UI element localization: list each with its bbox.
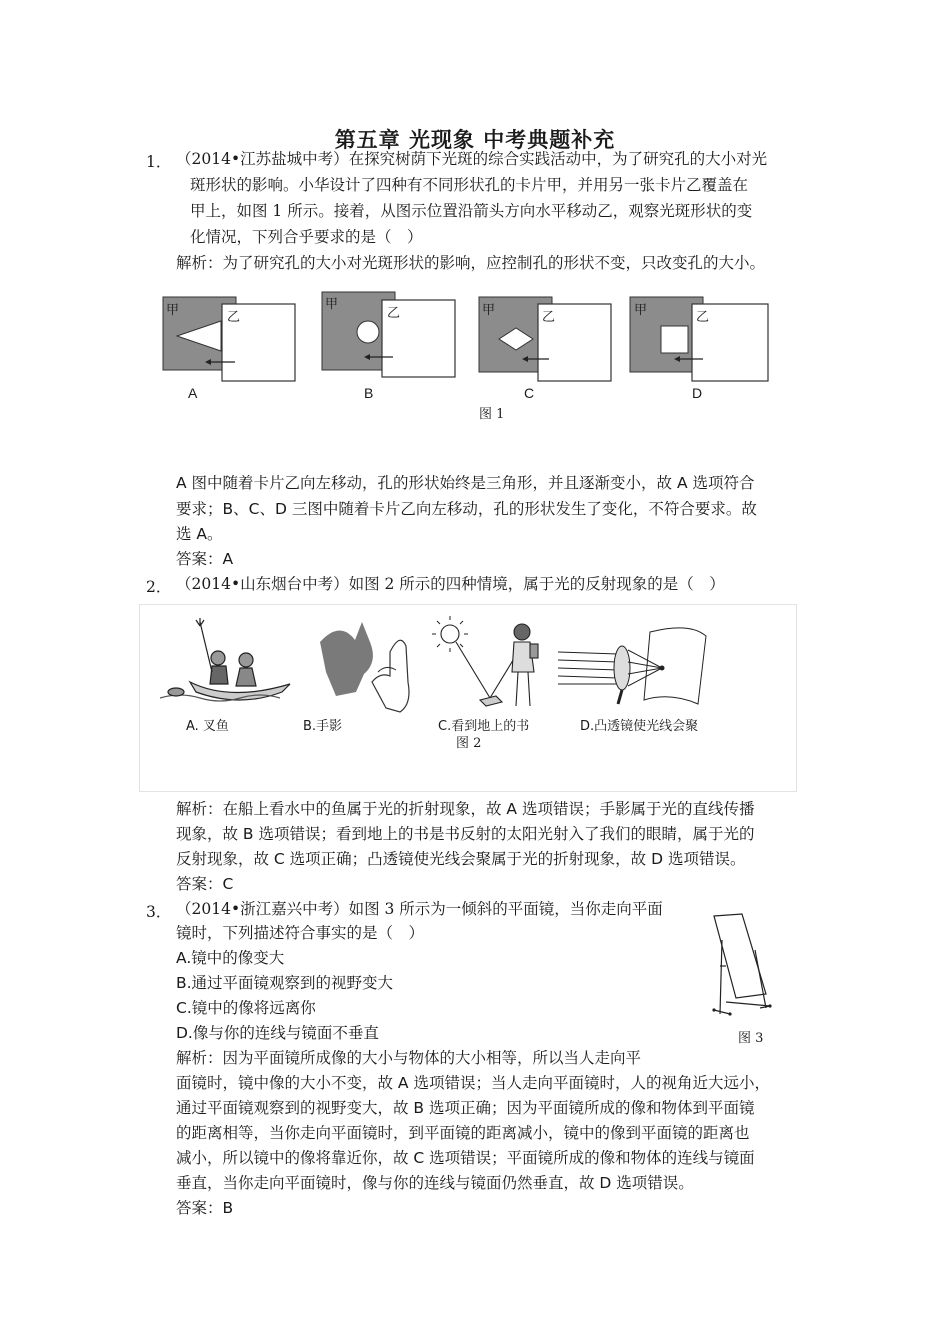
q3-analysis-4: 的距离相等，当你走向平面镜时，到平面镜的距离减小，镜中的像到平面镜的距离也 — [176, 1124, 750, 1142]
q1-explain-1: A 图中随着卡片乙向左移动，孔的形状始终是三角形，并且逐渐变小，故 A 选项符合 — [176, 474, 755, 492]
scene-sun-book-girl — [432, 616, 538, 706]
figure-3-mirror — [700, 910, 780, 1022]
q2-analysis-3: 反射现象，故 C 选项正确；凸透镜使光线会聚属于光的折射现象，故 D 选项错误。 — [176, 850, 746, 868]
q2-analysis-2: 现象，故 B 选项错误；看到地上的书是书反射的太阳光射入了我们的眼睛，属于光的 — [176, 825, 755, 843]
q1-line-3: 甲上，如图 1 所示。接着，从图示位置沿箭头方向水平移动乙，观察光斑形状的变 — [190, 202, 753, 220]
card-c-yi-label: 乙 — [542, 310, 556, 325]
q1-line-1: （2014•江苏盐城中考）在探究树荫下光斑的综合实践活动中，为了研究孔的大小对光 — [176, 150, 768, 168]
card-d-jia-label: 甲 — [634, 303, 648, 318]
q3-line-2: 镜时，下列描述符合事实的是（ ） — [176, 924, 425, 942]
q3-answer: 答案：B — [176, 1199, 234, 1217]
card-d-yi-label: 乙 — [696, 310, 710, 325]
card-b-jia-label: 甲 — [325, 297, 339, 312]
q2-answer: 答案：C — [176, 875, 234, 893]
card-b-yi-label: 乙 — [387, 306, 401, 321]
q1-number: 1． — [146, 153, 172, 171]
fig2-option-d: D.凸透镜使光线会聚 — [580, 719, 699, 734]
fig2-option-b: B.手影 — [303, 719, 343, 734]
q3-analysis-2: 面镜时，镜中像的大小不变，故 A 选项错误；当人走向平面镜时，人的视角近大远小， — [176, 1074, 770, 1092]
fig1-caption: 图 1 — [479, 407, 505, 422]
q1-explain-2: 要求；B、C、D 三图中随着卡片乙向左移动，孔的形状发生了变化，不符合要求。故 — [176, 500, 757, 518]
q2-number: 2． — [146, 578, 172, 596]
page-title: 第五章 光现象 中考典题补充 — [334, 128, 616, 152]
card-a-jia-label: 甲 — [166, 303, 180, 318]
q1-line-4: 化情况，下列合乎要求的是（ ） — [190, 228, 423, 246]
figure-1-cards — [155, 288, 795, 388]
q3-analysis-3: 通过平面镜观察到的视野变大，故 B 选项正确；因为平面镜所成的像和物体到平面镜 — [176, 1099, 755, 1117]
q1-explain-3: 选 A。 — [176, 525, 223, 543]
q3-option-d: D.像与你的连线与镜面不垂直 — [176, 1024, 379, 1042]
fig1-option-b: B — [364, 385, 374, 401]
scene-hand-shadow — [320, 622, 409, 712]
circle-hole — [357, 321, 379, 343]
square-hole — [661, 326, 688, 353]
q3-line-1: （2014•浙江嘉兴中考）如图 3 所示为一倾斜的平面镜，当你走向平面 — [176, 900, 663, 918]
fig1-option-d: D — [692, 385, 703, 401]
fig1-option-a: A — [188, 385, 198, 401]
q3-analysis-6: 垂直，当你走向平面镜时，像与你的连线与镜面仍然垂直，故 D 选项错误。 — [176, 1174, 694, 1192]
q1-answer: 答案：A — [176, 550, 234, 568]
fig1-option-c: C — [524, 385, 535, 401]
q2-analysis-1: 解析：在船上看水中的鱼属于光的折射现象，故 A 选项错误；手影属于光的直线传播 — [176, 800, 755, 818]
card-a-yi-label: 乙 — [227, 310, 241, 325]
fig2-option-a: A. 叉鱼 — [186, 719, 229, 734]
fig2-option-c: C.看到地上的书 — [438, 719, 530, 734]
q3-option-a: A.镜中的像变大 — [176, 949, 285, 967]
figure-2-scenes — [150, 612, 790, 716]
q1-line-2: 斑形状的影响。小华设计了四种有不同形状孔的卡片甲，并用另一张卡片乙覆盖在 — [190, 176, 749, 194]
q2-line: （2014•山东烟台中考）如图 2 所示的四种情境，属于光的反射现象的是（ ） — [176, 575, 725, 593]
scene-convex-lens — [558, 628, 706, 704]
fig2-caption: 图 2 — [456, 736, 482, 751]
fig3-caption: 图 3 — [738, 1031, 764, 1046]
q1-analysis: 解析：为了研究孔的大小对光斑形状的影响，应控制孔的形状不变，只改变孔的大小。 — [176, 254, 766, 272]
scene-fishing-boat — [160, 618, 290, 701]
q3-analysis-1: 解析：因为平面镜所成像的大小与物体的大小相等，所以当人走向平 — [176, 1049, 642, 1067]
q3-option-c: C.镜中的像将远离你 — [176, 999, 316, 1017]
q3-option-b: B.通过平面镜观察到的视野变大 — [176, 974, 394, 992]
q3-number: 3． — [146, 903, 172, 921]
q3-analysis-5: 减小，所以镜中的像将靠近你，故 C 选项错误；平面镜所成的像和物体的连线与镜面 — [176, 1149, 755, 1167]
card-c-jia-label: 甲 — [482, 303, 496, 318]
